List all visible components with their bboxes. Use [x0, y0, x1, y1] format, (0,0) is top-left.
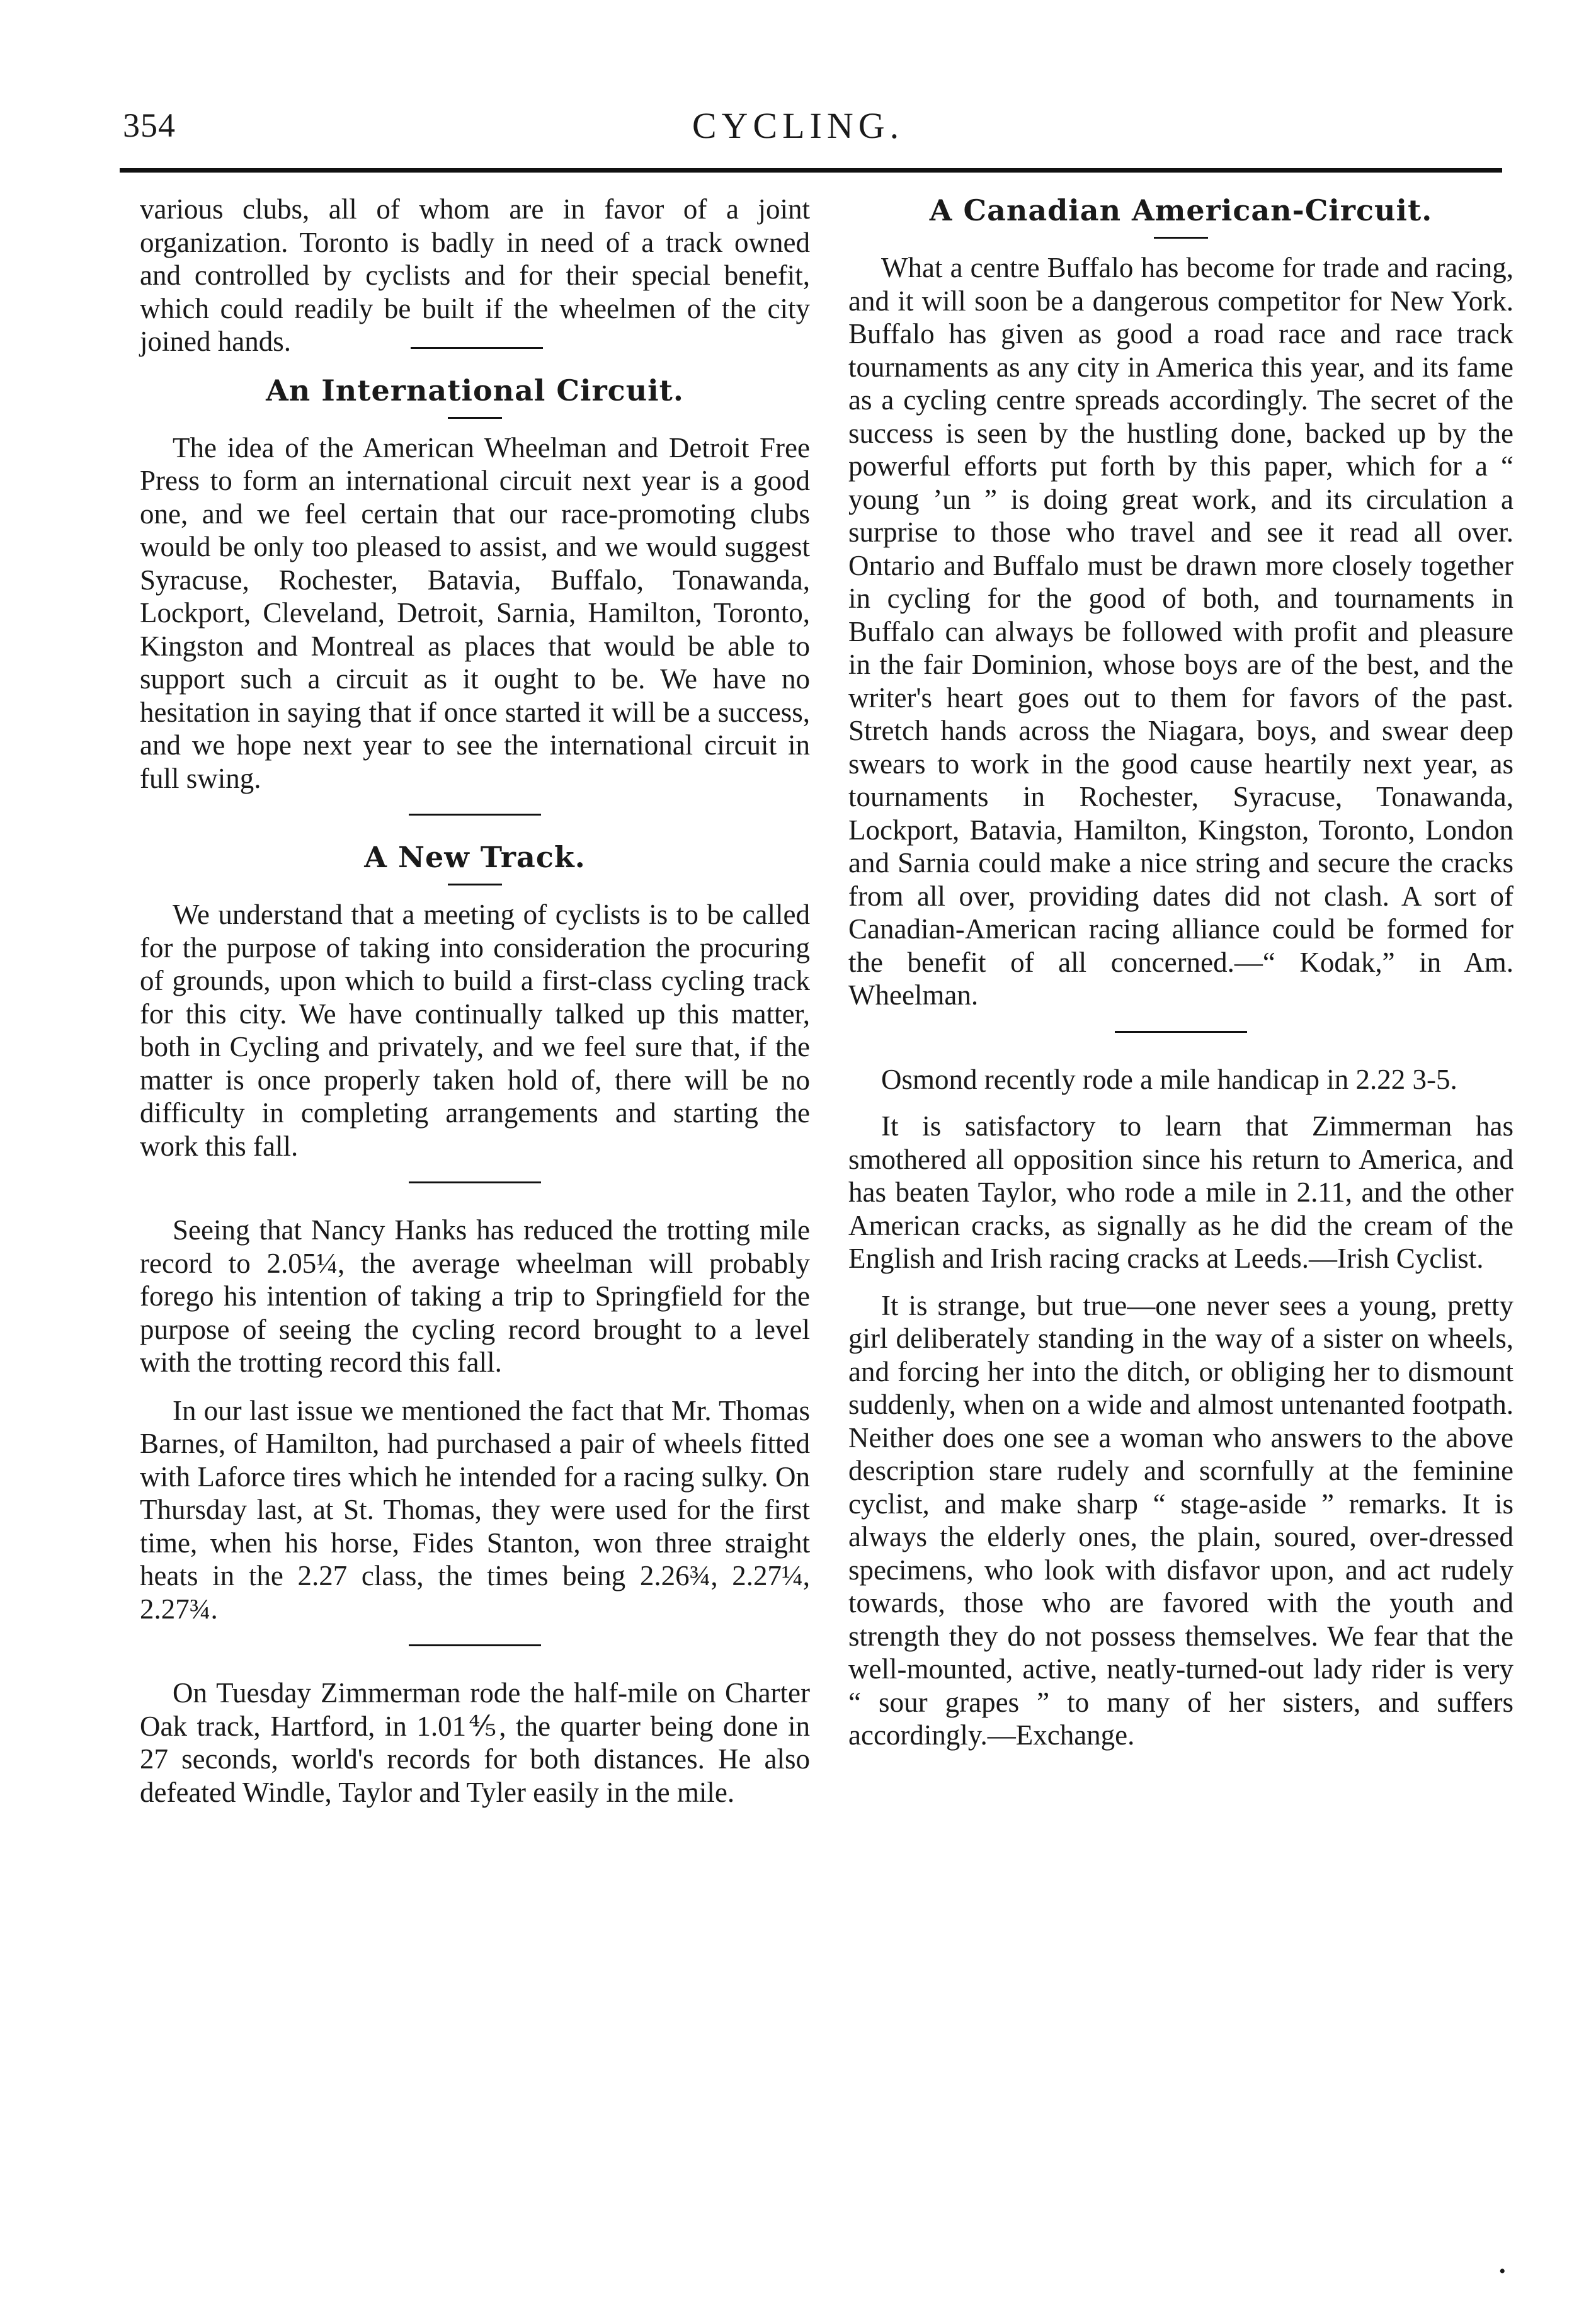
paragraph-osmond: Osmond recently rode a mile handicap in 2.22 3-5. [881, 1063, 1457, 1095]
paragraph-lady-rider: It is strange, but true—one never sees a young, pretty girl deliberately standing in the way of a sister on wheels, and forcing her into the ditch, or obliging her to dismount suddenly, when on a wide and almost untenanted footpath. Neither does one see a woman who answers to the above description stare rudely and scornfully at the feminine cyclist, and make sharp “ stage-aside ” remarks. It is always the elderly ones, the plain, soured, over-dressed specimens, who look with disfavor upon, and act rudely towards, those who are favored with the youth and strength they do not possess themselves. We fear that the well-mounted, active, neatly-turned-out lady rider is very “ sour grapes ” to many of her sisters, and suffers accordingly.—Exchange. [848, 1289, 1513, 1751]
heading-international-circuit: An International Circuit. [266, 373, 684, 407]
paragraph-thomas-barnes: In our last issue we mentioned the fact that Mr. Thomas Barnes, of Hamilton, had purchased a pair of wheels fitted with Laforce tires which he intended for a racing sulky. On Thursday last, at St. Thomas, they were used for the first time, when his horse, Fides Stanton, won three straight heats in the 2.27 class, the times being 2.26¾, 2.27¼, 2.27¾. [140, 1394, 810, 1625]
paragraph-buffalo: What a centre Buffalo has become for trade and racing, and it will soon be a dangerous competitor for New York. Buffalo has given as good a road race and race track tournaments as any city in America this year, and its fame as a cycling centre spreads accordingly. The secret of the success is seen by the hustling done, backed up by the powerful efforts put forth by this paper, which for a “ young ’un ” is doing great work, and its circulation a surprise to those who travel and see it read all over. Ontario and Buffalo must be drawn more closely together in cycling for the good of both, and tournaments in Buffalo can always be followed with profit and pleasure in the fair Dominion, whose boys are of the best, and the writer's heart goes out to them for favors of the past. Stretch hands across the Niagara, boys, and swear deep swears to work in the good cause heartily next year, as tournaments in Rochester, Syracuse, Tonawanda, Lockport, Batavia, Hamilton, Kingston, Toronto, London and Sarnia could make a nice string and secure the cracks from all over, providing dates did not clash. A sort of Canadian-American racing alliance could be formed for the benefit of all concerned.—“ Kodak,” in Am. Wheelman. [848, 252, 1513, 1011]
paragraph-international-circuit: The idea of the American Wheelman and Detroit Free Press to form an international circuit next year is a good one, and we feel certain that our race-promoting clubs would be only too pleased to assist, and we would suggest Syracuse, Rochester, Batavia, Buffalo, Tonawanda, Lockport, Cleveland, Detroit, Sarnia, Hamilton, Toronto, Kingston and Montreal as places that would be able to support such a circuit as it ought to be. We have no hesitation in saying that if once started it will be a success, and we hope next year to see the international circuit in full swing. [140, 431, 810, 794]
running-head: CYCLING. [692, 105, 904, 146]
bottom-printer-mark: • [1499, 2261, 1506, 2282]
paragraph-zimmerman-satisfactory: It is satisfactory to learn that Zimmerman has smothered all opposition since his return to America, and has beaten Taylor, who rode a mile in 2.11, and the other American cracks, as signally as he did the cream of the English and Irish racing cracks at Leeds.—Irish Cyclist. [848, 1110, 1513, 1274]
section-rule [409, 814, 541, 816]
heading-rule [1154, 237, 1208, 239]
paragraph-clubs: various clubs, all of whom are in favor of a joint organization. Toronto is badly in need of a track owned and controlled by cyclists and for their special benefit, which could readily be built if the wheelmen of the city joined hands. [140, 193, 810, 357]
section-rule [409, 1181, 541, 1183]
heading-new-track: A New Track. [364, 840, 586, 874]
right-column [848, 193, 1513, 1752]
page-number: 354 [123, 106, 176, 144]
heading-rule [448, 884, 502, 885]
paragraph-nancy-hanks: Seeing that Nancy Hanks has reduced the trotting mile record to 2.05¼, the average wheelman will probably forego his intention of taking a trip to Springfield for the purpose of seeing the cycling record brought to a level with the trotting record this fall. [140, 1214, 810, 1378]
header-rule [120, 168, 1502, 173]
heading-rule [448, 417, 502, 419]
section-rule [411, 347, 543, 349]
paragraph-new-track: We understand that a meeting of cyclists is to be called for the purpose of taking into consideration the procuring of grounds, upon which to build a first-class cycling track for this city. We have continually talked up this matter, both in Cycling and privately, and we feel sure that, if the matter is once properly taken hold of, there will be no difficulty in completing arrangements and starting the work this fall. [140, 899, 810, 1162]
paragraph-zimmerman-half-mile: On Tuesday Zimmerman rode the half-mile on Charter Oak track, Hartford, in 1.01⅘, the quarter being done in 27 seconds, world's records for both distances. He also defeated Windle, Taylor and Tyler easily in the mile. [140, 1677, 810, 1808]
section-rule [1115, 1031, 1247, 1033]
heading-canadian-american-circuit: A Canadian American-Circuit. [929, 193, 1433, 227]
left-column [140, 193, 810, 1809]
section-rule [409, 1644, 541, 1646]
